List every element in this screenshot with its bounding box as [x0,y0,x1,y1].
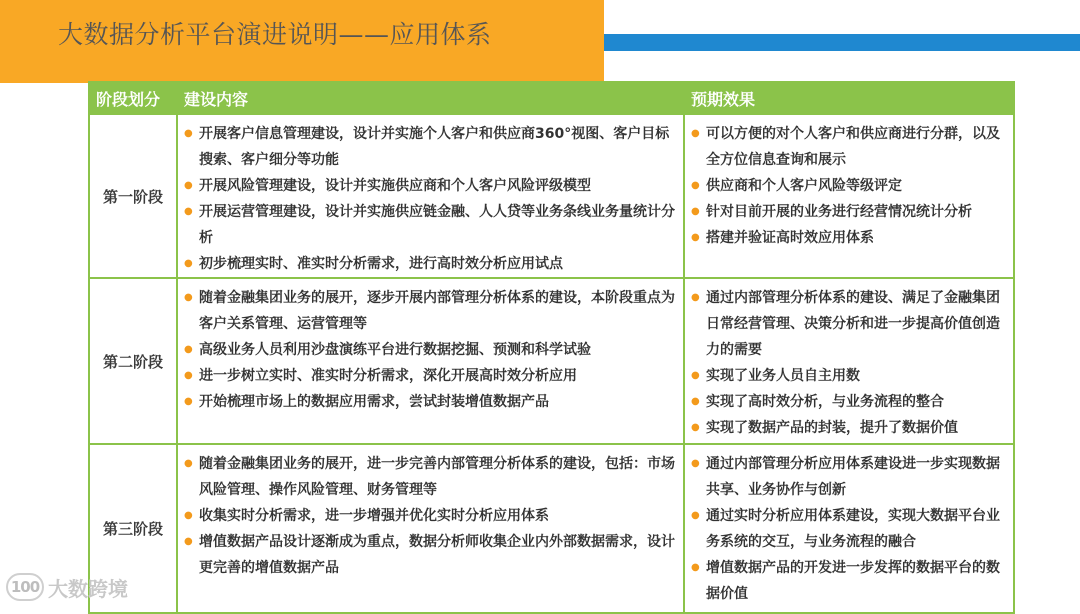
header-content: 建设内容 [177,82,684,114]
list-item: ● 初步梳理实时、准实时分析需求，进行高时效分析应用试点 [184,251,679,277]
list-item: ● 增值数据产品设计逐渐成为重点，数据分析师收集企业内外部数据需求，设计更完善的增值数据产品 [184,529,679,581]
page-title: 大数据分析平台演进说明——应用体系 [58,20,492,49]
list-item: ● 开展客户信息管理建设，设计并实施个人客户和供应商360°视图、客户目标搜索、客户细分等功能 [184,121,679,173]
content-list [184,451,679,581]
list-item: ● 可以方便的对个人客户和供应商进行分群，以及全方位信息查询和展示 [691,121,1009,173]
list-item: ● 开始梳理市场上的数据应用需求，尝试封装增值数据产品 [184,389,679,415]
header-stage: 阶段划分 [89,82,177,114]
list-item: ● 实现了业务人员自主用数 [691,363,1009,389]
content-list [184,285,679,415]
content-cell [177,278,684,444]
effect-cell [684,114,1014,278]
list-item: ● 高级业务人员利用沙盘演练平台进行数据挖掘、预测和科学试验 [184,337,679,363]
list-item: ● 开展运营管理建设，设计并实施供应链金融、人人贷等业务条线业务量统计分析 [184,199,679,251]
watermark-text: 大数跨境 [48,576,128,601]
list-item: ● 通过内部管理分析应用体系建设进一步实现数据共享、业务协作与创新 [691,451,1009,503]
content-cell [177,444,684,613]
content-list [184,121,679,277]
list-item: ● 针对目前开展的业务进行经营情况统计分析 [691,199,1009,225]
table-row [89,444,1014,613]
table-row [89,114,1014,278]
stage-label: 第一阶段 [89,114,177,278]
stage-table [88,81,1015,614]
list-item: ● 通过实时分析应用体系建设，实现大数据平台业务系统的交互，与业务流程的融合 [691,503,1009,555]
list-item: ● 进一步树立实时、准实时分析需求，深化开展高时效分析应用 [184,363,679,389]
stage-label: 第三阶段 [89,444,177,613]
list-item: ● 搭建并验证高时效应用体系 [691,225,1009,251]
list-item: ● 开展风险管理建设，设计并实施供应商和个人客户风险评级模型 [184,173,679,199]
effect-cell [684,278,1014,444]
accent-bar [604,34,1080,51]
effect-list [691,451,1009,607]
list-item: ● 收集实时分析需求，进一步增强并优化实时分析应用体系 [184,503,679,529]
list-item: ● 通过内部管理分析体系的建设、满足了金融集团日常经营管理、决策分析和进一步提高价值创造力的需要 [691,285,1009,363]
list-item: ● 随着金融集团业务的展开，进一步完善内部管理分析体系的建设，包括：市场风险管理、操作风险管理、财务管理等 [184,451,679,503]
stage-label: 第二阶段 [89,278,177,444]
watermark-logo [6,570,128,604]
table-row [89,278,1014,444]
list-item: ● 随着金融集团业务的展开，逐步开展内部管理分析体系的建设，本阶段重点为客户关系管理、运营管理等 [184,285,679,337]
header-effect: 预期效果 [684,82,1014,114]
list-item: ● 增值数据产品的开发进一步发挥的数据平台的数据价值 [691,555,1009,607]
list-item: ● 实现了数据产品的封装，提升了数据价值 [691,415,1009,441]
list-item: ● 供应商和个人客户风险等级评定 [691,173,1009,199]
effect-cell [684,444,1014,613]
content-cell [177,114,684,278]
effect-list [691,121,1009,251]
brand-mark-icon: 100 [6,573,44,601]
effect-list [691,285,1009,441]
table-header-row [89,82,1014,114]
list-item: ● 实现了高时效分析，与业务流程的整合 [691,389,1009,415]
